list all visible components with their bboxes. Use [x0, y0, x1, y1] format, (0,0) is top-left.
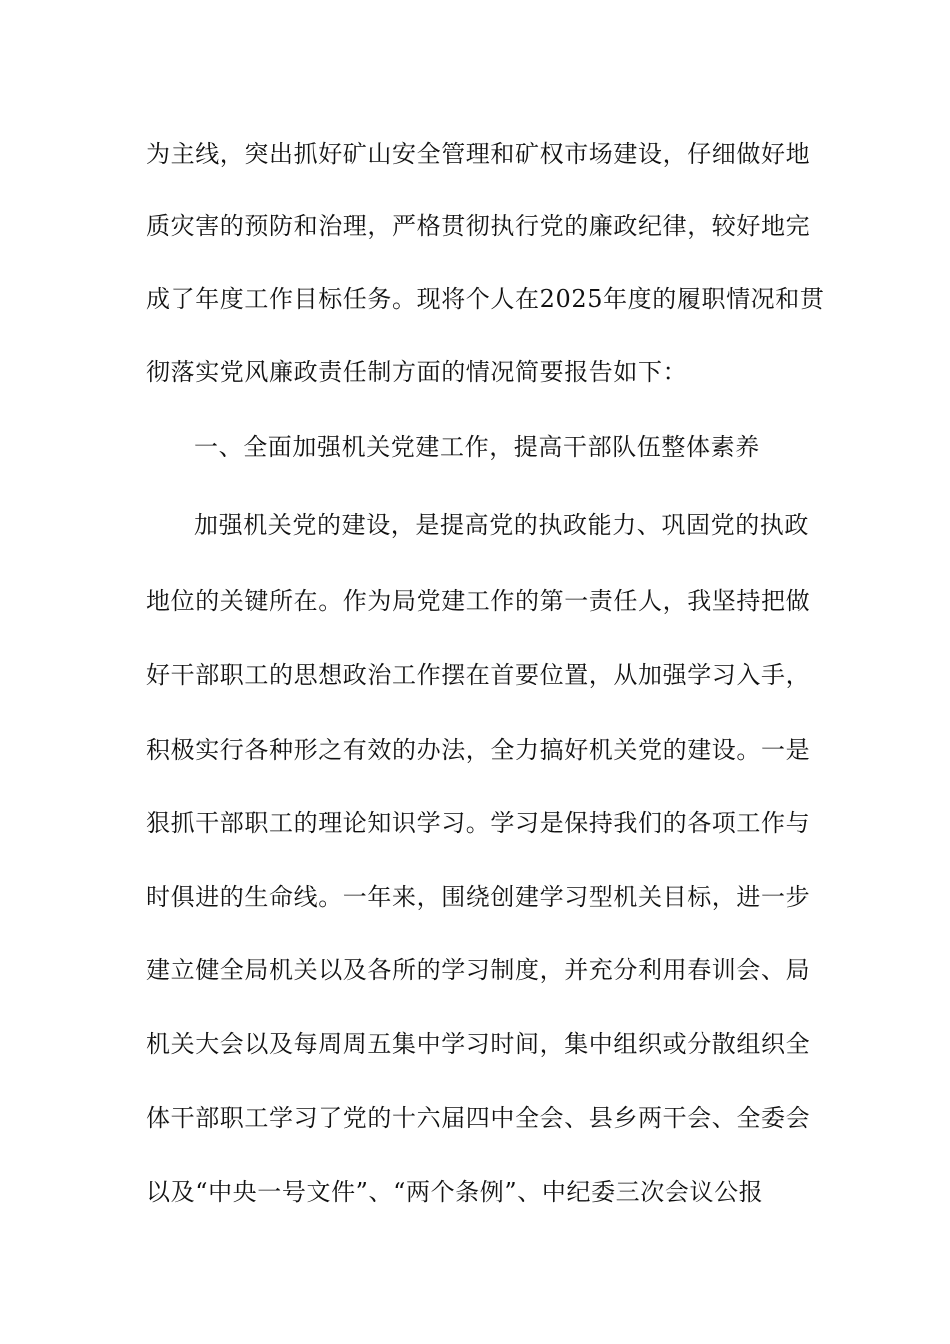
paragraph-first-line: 加强机关党的建设，是提高党的执政能力、巩固党的执政 — [194, 511, 809, 539]
text-line: 以及“中央一号文件”、“两个条例”、中纪委三次会议公报 — [146, 1178, 764, 1206]
text-line: 质灾害的预防和治理，严格贯彻执行党的廉政纪律，较好地完 — [146, 212, 811, 240]
text-line: 建立健全局机关以及各所的学习制度，并充分利用春训会、局 — [146, 956, 811, 984]
text-line: 好干部职工的思想政治工作摆在首要位置，从加强学习入手， — [146, 661, 811, 689]
text-line: 时俱进的生命线。一年来，围绕创建学习型机关目标，进一步 — [146, 883, 811, 911]
section-heading: 一、全面加强机关党建工作，提高干部队伍整体素养 — [194, 433, 760, 461]
text-line: 机关大会以及每周周五集中学习时间，集中组织或分散组织全 — [146, 1030, 811, 1058]
text-line: 为主线，突出抓好矿山安全管理和矿权市场建设，仔细做好地 — [146, 140, 811, 168]
text-line: 体干部职工学习了党的十六届四中全会、县乡两干会、全委会 — [146, 1104, 811, 1132]
text-line: 成了年度工作目标任务。现将个人在2025年度的履职情况和贯 — [146, 285, 825, 313]
text-line: 狠抓干部职工的理论知识学习。学习是保持我们的各项工作与 — [146, 809, 811, 837]
text-line: 彻落实党风廉政责任制方面的情况简要报告如下： — [146, 358, 688, 386]
text-line: 地位的关键所在。作为局党建工作的第一责任人，我坚持把做 — [146, 587, 811, 615]
text-line: 积极实行各种形之有效的办法，全力搞好机关党的建设。一是 — [146, 736, 811, 764]
